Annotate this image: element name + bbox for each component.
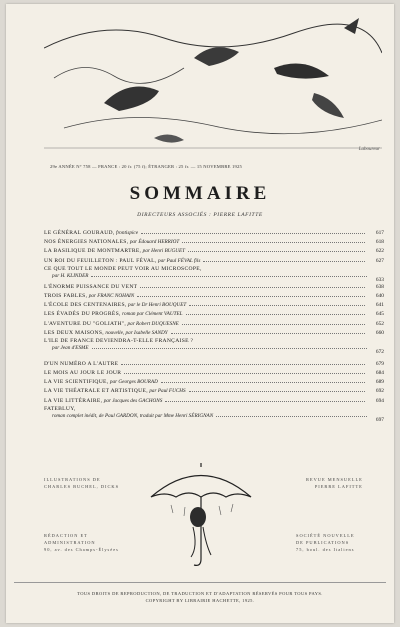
toc-entry-title: L'ILE DE FRANCE DEVIENDRA-T-ELLE FRANÇAISE ? [44,337,194,344]
toc-leader-dots [189,301,365,306]
toc-leader-dots [216,412,368,417]
toc-entry-author: frontispice [116,230,138,236]
toc-entry-page: 617 [375,230,384,236]
toc-entry-page: 622 [375,248,384,255]
table-of-contents [44,229,384,423]
toc-entry-title: CE QUE TOUT LE MONDE PEUT VOIR AU MICROSCOPE, [44,265,202,272]
toc-leader-dots [186,310,365,315]
toc-entry[interactable] [44,338,384,355]
copyright-notice: TOUS DROITS DE REPRODUCTION, DE TRADUCTION ET D'ADAPTATION RÉSERVÉS POUR TOUS PAYS. COPYRIGHT BY LIBRAIRIE HACHETTE, 1925. [77,591,323,603]
toc-entry[interactable] [44,378,384,387]
toc-entry[interactable] [44,301,384,310]
toc-entry-page: 652 [375,320,384,327]
toc-entry-title: L'ÉCOLE DES CENTENAIRES, [44,302,127,309]
toc-entry-page: 689 [375,379,384,386]
toc-entry[interactable] [44,257,384,266]
toc-entry-page: 692 [375,388,384,395]
umbrella-illustration [141,459,261,574]
toc-entry-title: FATEBLUY, [44,405,76,412]
toc-entry-title: LES DEUX MAISONS, [44,329,104,336]
toc-entry-title: D'UN NUMÉRO A L'AUTRE [44,360,119,367]
toc-leader-dots [137,292,365,297]
toc-entry-author: par FRANC NOHAIN [88,292,135,299]
magazine-page [6,4,394,623]
toc-leader-dots [92,344,368,349]
issue-info: 29e ANNÉE N° 758 — FRANCE : 20 fr. (75 f); ÉTRANGER : 25 fr. — 15 NOVEMBRE 1925 [50,164,242,169]
toc-entry-author: par le Dr Henri BOUQUET [128,302,187,309]
toc-entry[interactable] [44,397,384,406]
toc-entry-author: par Paul FÉVAL fils [158,257,201,264]
toc-entry[interactable] [44,406,384,423]
toc-entry-title: LA VIE THÉATRALE ET ARTISTIQUE, [44,388,148,395]
page-title: SOMMAIRE [129,183,271,204]
toc-entry-title: LA BASILIQUE DE MONTMARTRE, [44,248,142,255]
toc-entry-title: LA VIE LITTÉRAIRE, [44,397,103,404]
toc-entry-author: roman par Clément VAUTEL [122,311,183,318]
toc-entry-page: 645 [375,311,384,318]
toc-entry-page: 694 [375,397,384,404]
direction-line: DIRECTEURS ASSOCIÉS : PIERRE LAFITTE [137,212,263,218]
toc-entry[interactable] [44,310,384,319]
toc-entry-title: NOS ÉNERGIES NATIONALES, [44,239,129,246]
footer-divider [14,582,386,583]
toc-entry-page: 641 [375,302,384,309]
toc-leader-dots [165,397,365,402]
header-illustration [44,8,382,158]
toc-entry-author: par H. KLINDER [52,272,89,279]
toc-entry[interactable] [44,320,384,329]
artist-signature: Laboureur [358,147,380,152]
toc-entry-author: par Robert DUQUESNE [127,320,179,327]
toc-entry-page: 638 [375,283,384,290]
toc-leader-dots [182,320,365,325]
toc-entry-page: 633 [375,276,384,283]
toc-entry-page: 684 [375,370,384,377]
toc-entry-author: par Jacques des GACHONS [103,397,163,404]
toc-entry[interactable] [44,238,384,247]
toc-entry-title: LE MOIS AU JOUR LE JOUR [44,370,122,377]
toc-leader-dots [203,257,365,262]
toc-entry-page: 618 [375,239,384,246]
toc-entry-page: 627 [375,257,384,264]
toc-leader-dots [141,229,365,234]
toc-entry-author: par Jean d'ESME [52,344,89,351]
toc-entry[interactable] [44,360,384,369]
toc-entry[interactable] [44,229,384,238]
toc-entry-page: 672 [375,348,384,355]
toc-entry-title: LES ÉVADÉS DU PROGRÈS, [44,311,121,318]
toc-leader-dots [188,247,365,252]
toc-entry[interactable] [44,292,384,301]
toc-leader-dots [161,378,365,383]
toc-entry[interactable] [44,329,384,338]
toc-entry-title: LA VIE SCIENTIFIQUE, [44,379,109,386]
toc-entry-author: roman complet inédit, de Paul GARDON, traduit par Mme Henri SÉRIGNAN [52,412,214,419]
toc-entry[interactable] [44,247,384,256]
toc-leader-dots [182,238,365,243]
toc-entry-page: 679 [375,360,384,367]
toc-entry[interactable] [44,369,384,378]
toc-entry[interactable] [44,387,384,396]
toc-entry-title: L'ÉNORME PUISSANCE DU VENT [44,283,138,290]
toc-leader-dots [124,369,365,374]
toc-entry-author: par Henri BUGUET [142,248,186,255]
toc-leader-dots [171,329,365,334]
toc-leader-dots [91,272,368,277]
toc-entry-title: TROIS FABLES, [44,292,88,299]
toc-entry-author: par Édouard HERRIOT [129,239,180,246]
toc-entry-author: nouvelle, par Isabelle SANDY [105,329,168,336]
toc-leader-dots [121,360,365,365]
toc-entry-author: par Paul FUCHS [149,388,186,395]
toc-entry-page: 640 [375,292,384,299]
toc-entry[interactable] [44,266,384,283]
toc-leader-dots [189,387,365,392]
publisher-credit: REVUE MENSUELLE PIERRE LAFITTE [306,477,363,489]
toc-entry-title: UN ROI DU FEUILLETON : PAUL FÉVAL, [44,257,157,264]
toc-entry-title: L'AVENTURE DU "GOLIATH", [44,320,127,327]
toc-leader-dots [140,283,365,288]
editorial-address: RÉDACTION ET ADMINISTRATION 90, av. des Champs-Élysées [44,533,119,552]
toc-entry-page: 697 [375,416,384,423]
publisher-address: SOCIÉTÉ NOUVELLE DE PUBLICATIONS 75, boul. des Italiens [296,533,355,552]
toc-entry-title: LE GÉNÉRAL GOURAUD, [44,230,115,236]
toc-entry-author: par Georges BOURAD [109,379,158,386]
illustrations-credit: ILLUSTRATIONS DE CHARLES BUCHEL, DICKS [44,477,120,489]
toc-entry-page: 660 [375,329,384,336]
toc-entry[interactable] [44,283,384,292]
